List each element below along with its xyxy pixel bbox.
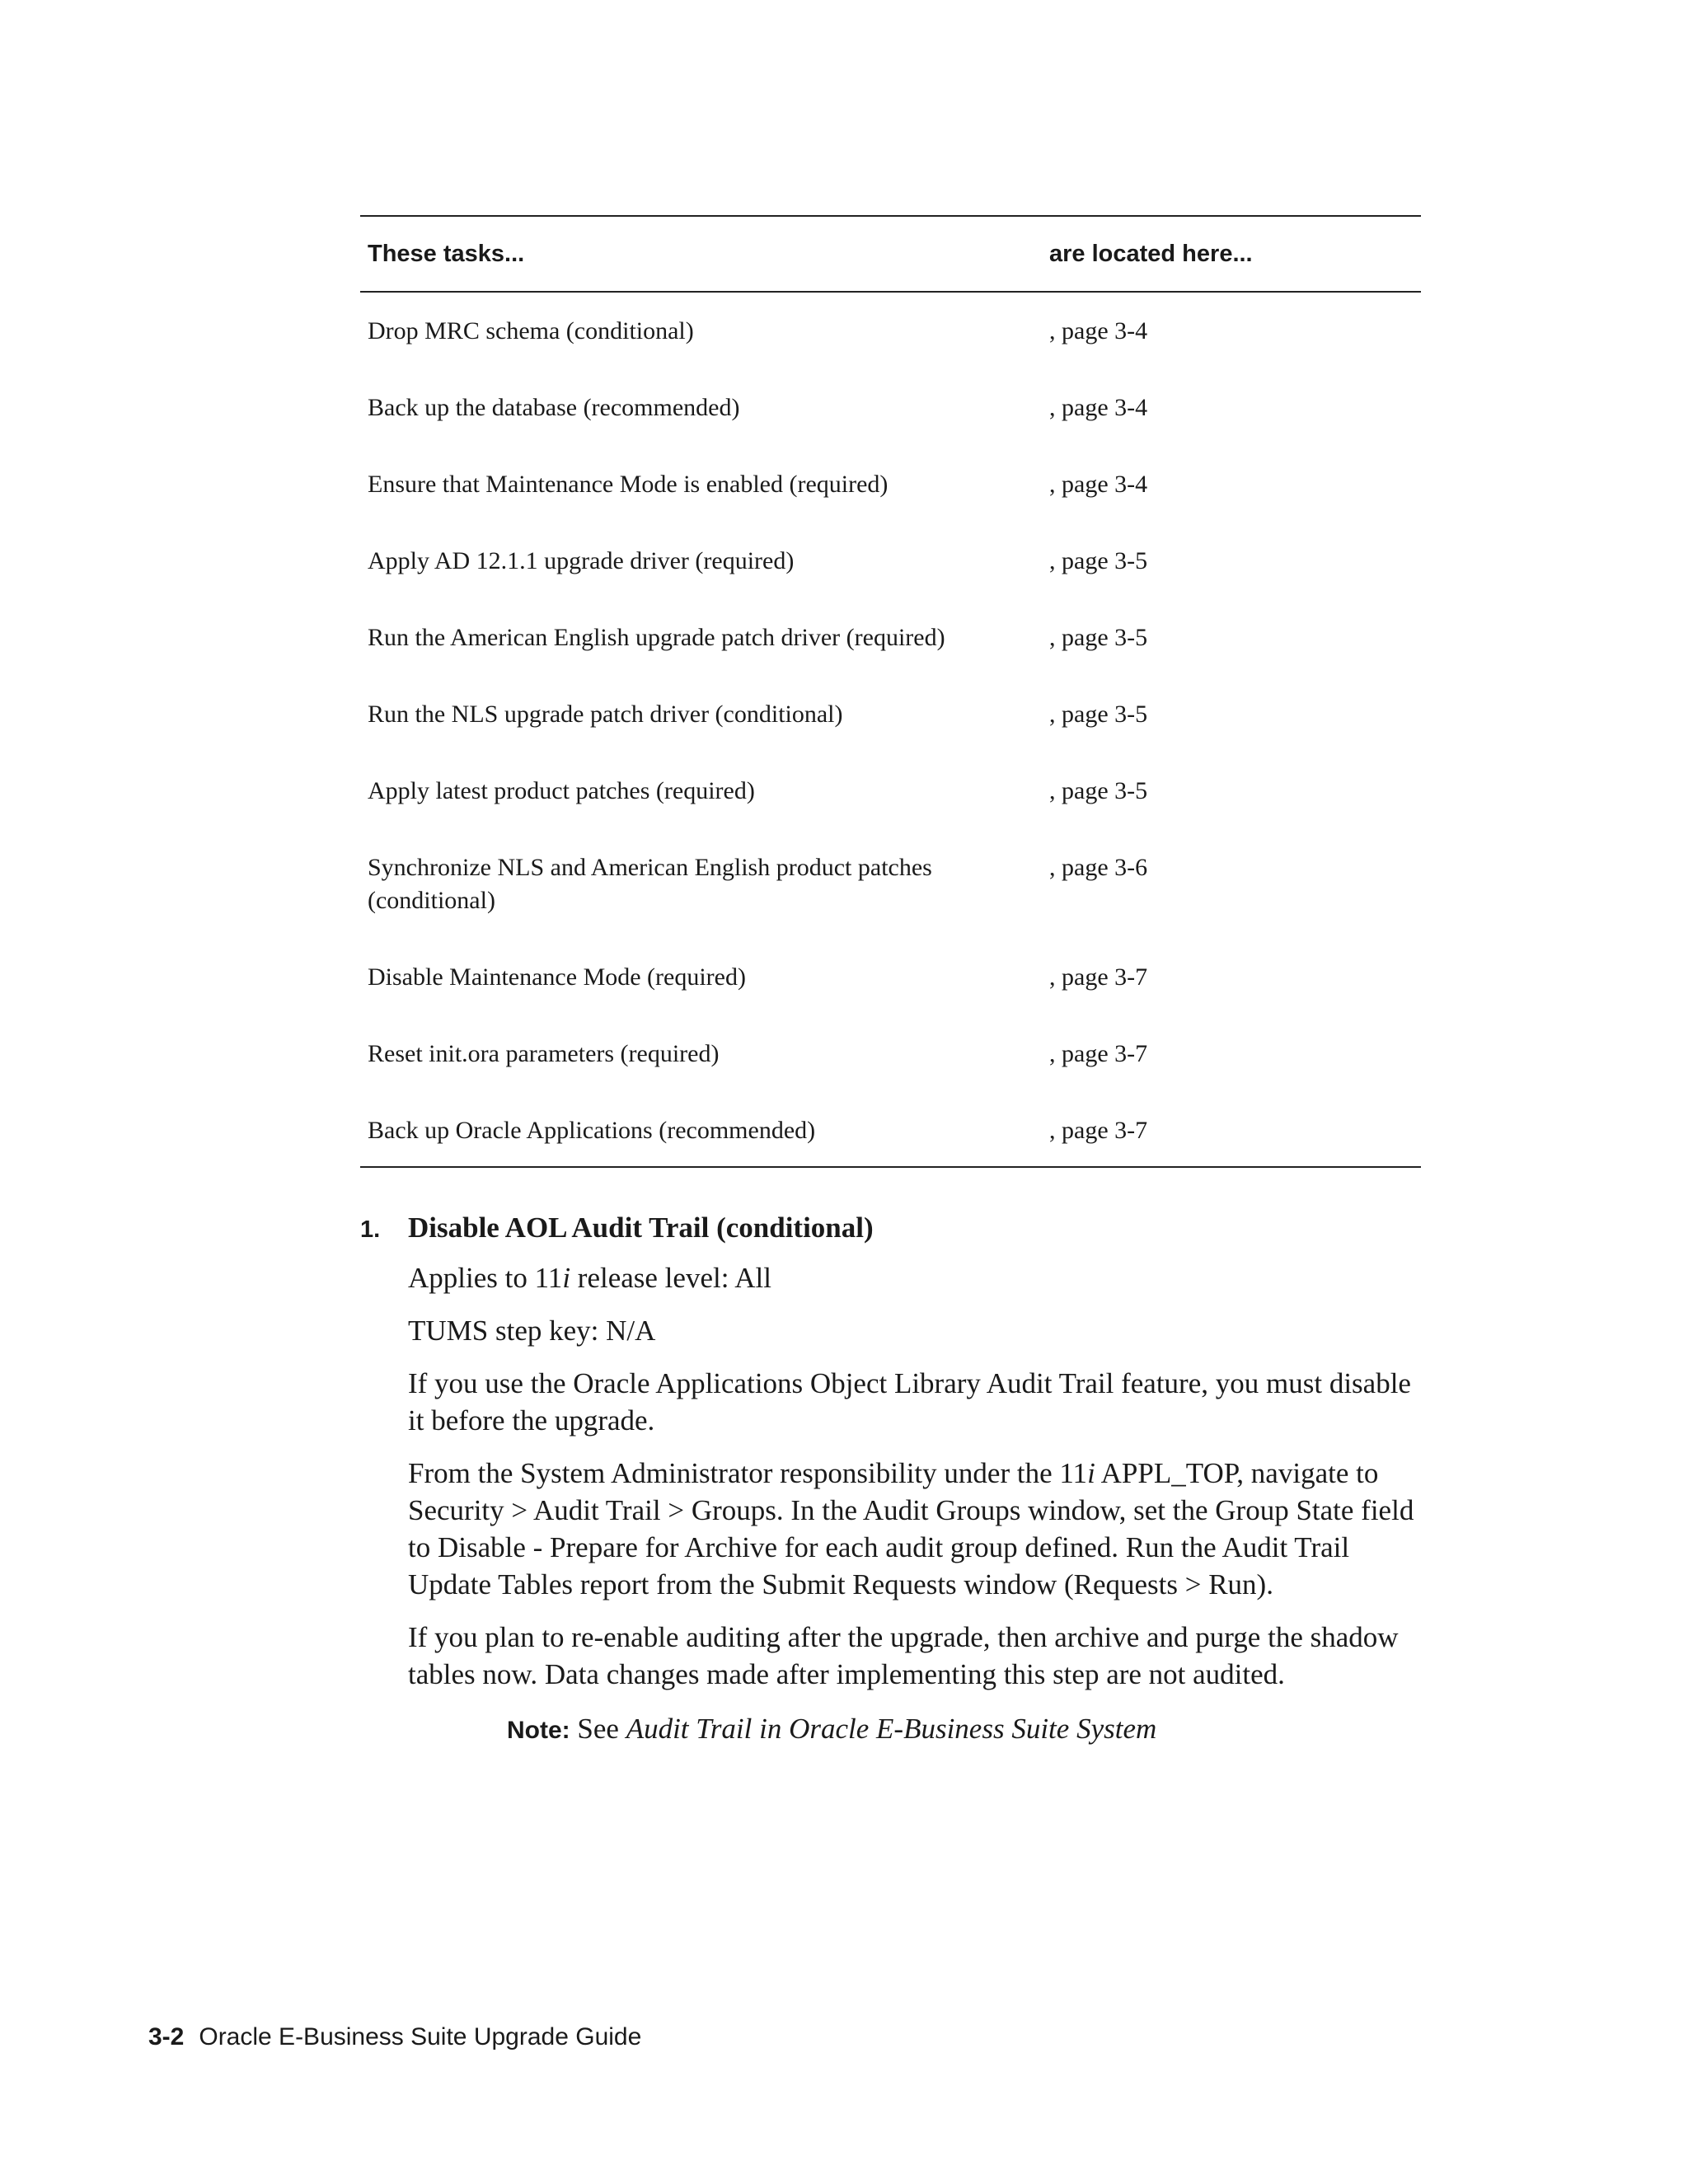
note-reference: Audit Trail in Oracle E-Business Suite System xyxy=(626,1713,1157,1745)
location-cell: , page 3-4 xyxy=(1049,471,1148,498)
task-cell: Apply latest product patches (required) xyxy=(368,777,755,804)
paragraph: If you plan to re-enable auditing after the upgrade, then archive and purge the shadow tables now. Data changes made after implementing this step are not audited. xyxy=(408,1621,1399,1690)
task-cell: Disable Maintenance Mode (required) xyxy=(368,963,746,991)
task-cell: Run the American English upgrade patch driver (required) xyxy=(368,624,945,651)
table-row xyxy=(360,545,1421,578)
step-section xyxy=(360,1212,1423,1749)
location-cell: , page 3-7 xyxy=(1049,1117,1148,1144)
note-label: Note: xyxy=(507,1717,570,1744)
table-row xyxy=(360,621,1421,654)
task-table xyxy=(360,215,1421,1168)
location-cell: , page 3-4 xyxy=(1049,317,1148,344)
task-cell: Back up the database (recommended) xyxy=(368,394,740,421)
table-row xyxy=(360,851,1421,917)
table-row xyxy=(360,315,1421,348)
page-footer xyxy=(148,2023,641,2051)
table-row xyxy=(360,391,1421,424)
paragraph: From the System Administrator responsibility under the 11i APPL_TOP, navigate to Security > Audit Trail > Groups. In the Audit Groups window, set the Group State field to Disable - Prepare for Archive for each audit group defined. Run the Audit Trail Update Tables report from the Submit Requests window (Requests > Run). xyxy=(408,1457,1414,1601)
book-title: Oracle E-Business Suite Upgrade Guide xyxy=(199,2023,642,2050)
step-number: 1. xyxy=(360,1216,381,1243)
table-row xyxy=(360,468,1421,501)
task-cell: Run the NLS upgrade patch driver (conditional) xyxy=(368,701,843,728)
location-cell: , page 3-5 xyxy=(1049,547,1148,574)
table-row xyxy=(360,1038,1421,1071)
applies-line: Applies to 11i release level: All xyxy=(408,1262,771,1294)
task-cell: Back up Oracle Applications (recommended) xyxy=(368,1117,816,1144)
table-header xyxy=(360,217,1421,293)
table-row xyxy=(360,698,1421,731)
tums-line: TUMS step key: N/A xyxy=(408,1315,656,1347)
step-title: Disable AOL Audit Trail (conditional) xyxy=(408,1212,874,1244)
task-cell: Ensure that Maintenance Mode is enabled (required) xyxy=(368,471,889,498)
table-row xyxy=(360,1114,1421,1147)
page-number: 3-2 xyxy=(148,2023,185,2050)
paragraph: If you use the Oracle Applications Object Library Audit Trail feature, you must disable it before the upgrade. xyxy=(408,1367,1411,1436)
task-cell: Reset init.ora parameters (required) xyxy=(368,1040,720,1067)
header-tasks: These tasks... xyxy=(368,240,525,267)
step-body xyxy=(408,1259,1422,1749)
table-body xyxy=(360,293,1421,1166)
task-cell: Drop MRC schema (conditional) xyxy=(368,317,694,344)
location-cell: , page 3-4 xyxy=(1049,394,1148,421)
location-cell: , page 3-6 xyxy=(1049,854,1148,881)
location-cell: , page 3-5 xyxy=(1049,624,1148,651)
table-row xyxy=(360,775,1421,808)
location-cell: , page 3-5 xyxy=(1049,777,1148,804)
location-cell: , page 3-5 xyxy=(1049,701,1148,728)
note: Note: See Audit Trail in Oracle E-Business Suite System xyxy=(507,1713,1157,1745)
task-cell: Synchronize NLS and American English product patches (conditional) xyxy=(368,854,932,914)
table-row xyxy=(360,961,1421,994)
location-cell: , page 3-7 xyxy=(1049,963,1148,991)
step-heading xyxy=(360,1212,1423,1244)
task-cell: Apply AD 12.1.1 upgrade driver (required) xyxy=(368,547,795,574)
location-cell: , page 3-7 xyxy=(1049,1040,1148,1067)
header-location: are located here... xyxy=(1049,240,1253,267)
